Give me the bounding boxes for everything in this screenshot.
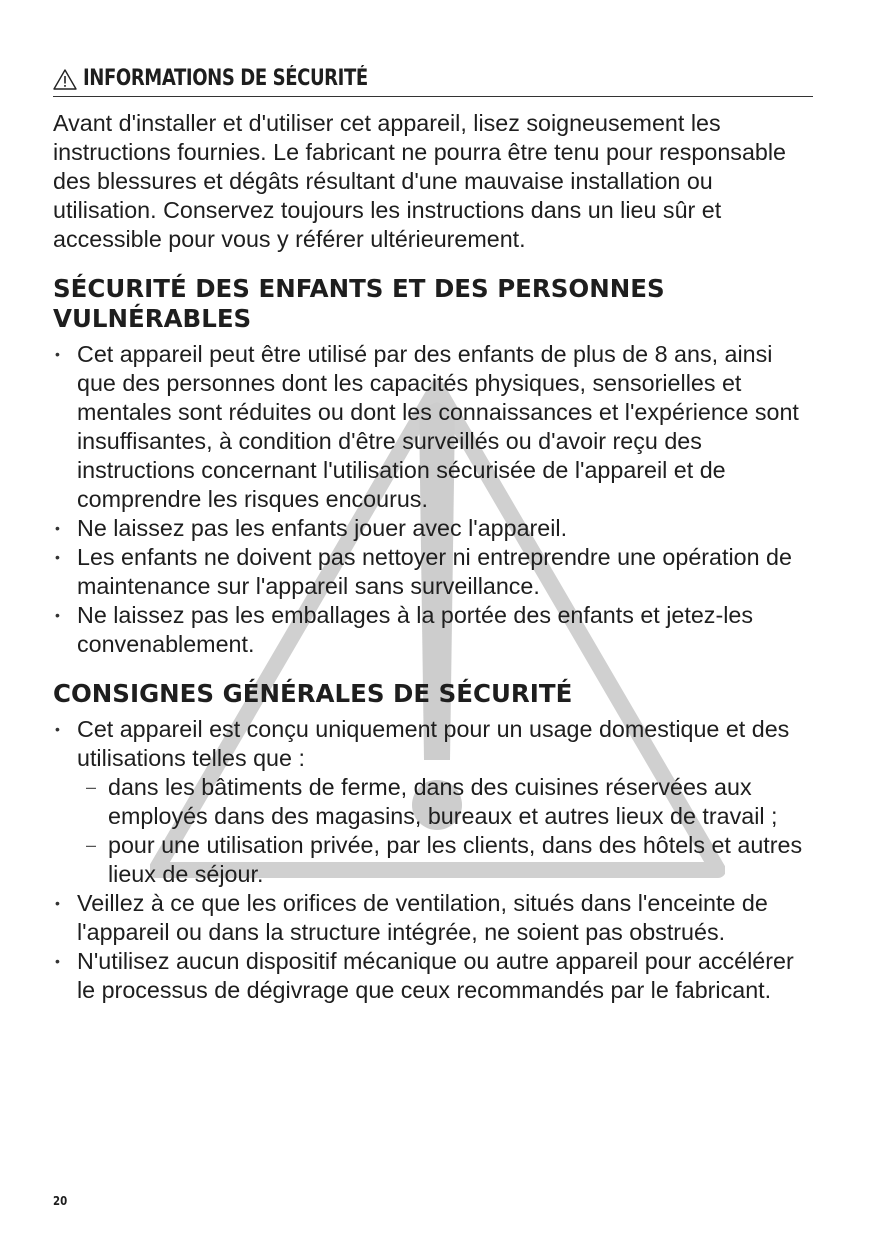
children-safety-list	[53, 340, 813, 659]
list-item: • N'utilisez aucun dispositif mécanique ou autre appareil pour accélérer le processus de dégivrage que ceux recommandés par le fabricant.	[55, 948, 794, 1003]
sub-list-item: – pour une utilisation privée, par les clients, dans des hôtels et autres lieux de séjour.	[86, 832, 803, 887]
bullet-icon: •	[55, 520, 60, 536]
warning-triangle-icon	[53, 68, 77, 90]
list-item: • Veillez à ce que les orifices de ventilation, situés dans l'enceinte de l'appareil ou dans la structure intégrée, ne soient pas obstrués.	[55, 890, 768, 945]
bullet-icon: •	[55, 346, 60, 362]
dash-icon: –	[86, 777, 97, 797]
bullet-icon: •	[55, 549, 60, 565]
list-item: • Les enfants ne doivent pas nettoyer ni entreprendre une opération de maintenance sur l'appareil sans surveillance.	[55, 544, 792, 599]
document-page	[53, 66, 813, 1005]
section-heading-children-safety: SÉCURITÉ DES ENFANTS ET DES PERSONNES VULNÉRABLES	[53, 274, 665, 333]
page-number: 20	[53, 1194, 68, 1208]
list-item: • Ne laissez pas les enfants jouer avec l'appareil.	[55, 515, 568, 541]
main-header	[53, 66, 813, 97]
bullet-icon: •	[55, 895, 60, 911]
list-item: • Cet appareil est conçu uniquement pour un usage domestique et des utilisations telles que : – dans les bâtiments de ferme, dans des cuisines réservées aux employés dans des magasins, bureaux et autres lieux de travail ; – pour une utilisation privée, par les clients, dans des hôtels et autres lieux de séjour.	[53, 715, 813, 889]
section-heading-general-safety: CONSIGNES GÉNÉRALES DE SÉCURITÉ	[53, 679, 573, 708]
dash-icon: –	[86, 835, 97, 855]
bullet-icon: •	[55, 721, 60, 737]
list-item: • Cet appareil peut être utilisé par des enfants de plus de 8 ans, ainsi que des personnes dont les capacités physiques, sensorielles et mentales sont réduites ou dont les connaissances et l'expérience sont insuffisantes, à condition d'être surveillés ou d'avoir reçu des instructions concernant l'utilisation sécurisée de l'appareil et de comprendre les risques encourus.	[55, 341, 799, 512]
bullet-icon: •	[55, 953, 60, 969]
general-safety-list	[53, 715, 813, 1005]
sub-list	[77, 773, 813, 889]
bullet-icon: •	[55, 607, 60, 623]
main-title: INFORMATIONS DE SÉCURITÉ	[83, 66, 368, 91]
list-item: • Ne laissez pas les emballages à la portée des enfants et jetez-les convenablement.	[55, 602, 753, 657]
intro-paragraph: Avant d'installer et d'utiliser cet appareil, lisez soigneusement les instructions fournies. Le fabricant ne pourra être tenu pour responsable des blessures et dégâts résultant d'une mauvaise installation ou utilisation. Conservez toujours les instructions dans un lieu sûr et accessible pour vous y référer ultérieurement.	[53, 110, 786, 252]
sub-list-item: – dans les bâtiments de ferme, dans des cuisines réservées aux employés dans des magasins, bureaux et autres lieux de travail ;	[86, 774, 778, 829]
